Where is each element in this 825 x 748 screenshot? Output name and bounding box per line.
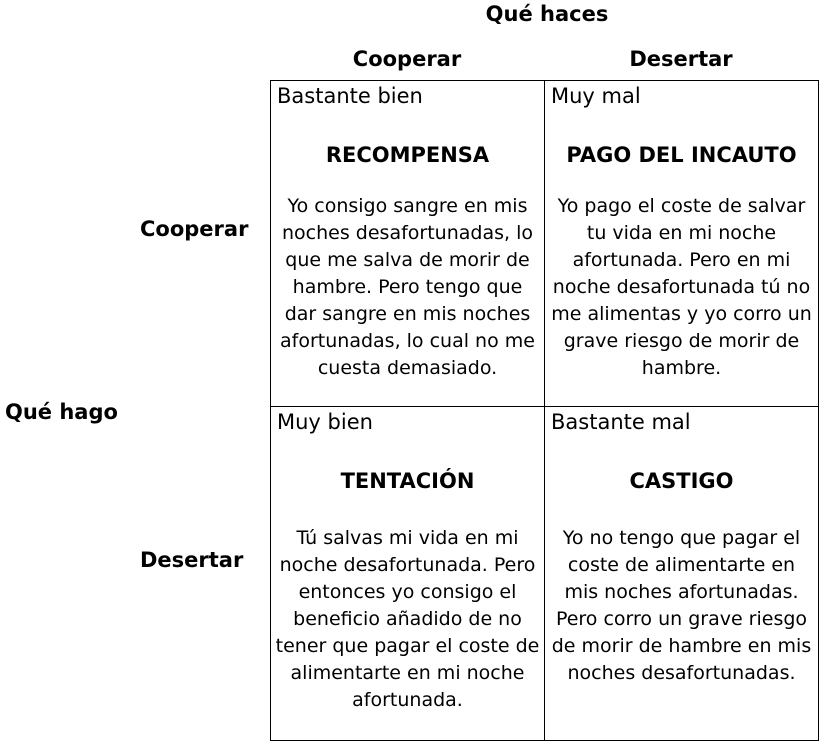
row-header-cooperar: Cooperar — [140, 217, 249, 241]
side-label-que-hago: Qué hago — [5, 400, 118, 424]
row-header-desertar: Desertar — [140, 548, 244, 572]
cell-name: RECOMPENSA — [325, 143, 490, 167]
cell-desertar-desertar — [545, 407, 818, 740]
cell-outcome: Bastante mal — [551, 410, 691, 434]
cell-outcome: Muy bien — [277, 410, 373, 434]
cell-description: Tú salvas mi vida en mi noche desafortunada. Pero entonces yo consigo el beneficio añadido de no tener que pagar el coste de alimentarte en mi noche afortunada. — [275, 527, 540, 711]
cell-outcome: Muy mal — [551, 84, 641, 108]
matrix-title-que-haces: Qué haces — [485, 2, 609, 26]
column-header-cooperar: Cooperar — [352, 47, 462, 71]
cell-desertar-cooperar — [271, 407, 545, 740]
cell-cooperar-desertar — [545, 81, 818, 407]
cell-name: TENTACIÓN — [340, 469, 475, 493]
cell-description: Yo consigo sangre en mis noches desafortunadas, lo que me salva de morir de hambre. Pero tengo que dar sangre en mis noches afortunadas, lo cual no me cuesta demasiado. — [280, 195, 535, 379]
cell-name: CASTIGO — [629, 469, 734, 493]
cell-description: Yo pago el coste de salvar tu vida en mi noche afortunada. Pero en mi noche desafortunada tú no me alimentas y yo corro un grave riesgo de morir de hambre. — [551, 195, 812, 379]
payoff-matrix — [270, 80, 819, 741]
cell-cooperar-cooperar — [271, 81, 545, 407]
cell-description: Yo no tengo que pagar el coste de alimentarte en mis noches afortunadas. Pero corro un grave riesgo de morir de hambre en mis noches desafortunadas. — [551, 527, 812, 684]
cell-name: PAGO DEL INCAUTO — [566, 143, 797, 167]
column-header-desertar: Desertar — [629, 47, 733, 71]
cell-outcome: Bastante bien — [277, 84, 423, 108]
